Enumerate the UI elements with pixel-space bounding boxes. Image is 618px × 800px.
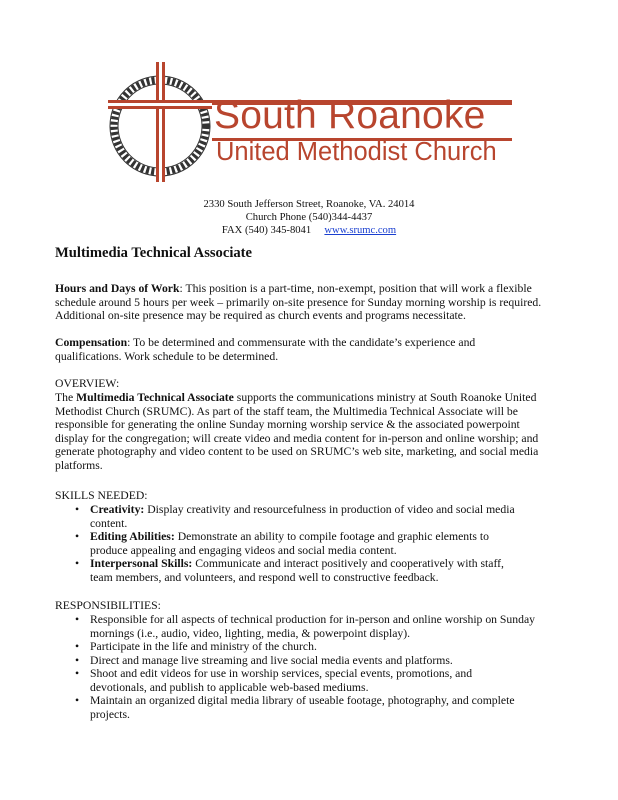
skill-label: Editing Abilities: <box>90 530 175 543</box>
compensation-text: : To be determined and commensurate with the candidate’s experience and <box>127 336 476 349</box>
responsibility-text: Direct and manage live streaming and live social media events and platforms. <box>90 653 453 667</box>
compensation-text-2: qualifications. Work schedule to be determined. <box>55 349 279 363</box>
hours-section <box>55 282 565 323</box>
hours-text-2: schedule around 5 hours per week – primarily on-site presence for Sunday morning worship is required. <box>55 295 542 309</box>
list-item: • Editing Abilities: Demonstrate an ability to compile footage and graphic elements to produce appealing and engaging videos and social media content. <box>55 530 565 557</box>
overview-text <box>55 391 565 472</box>
overview-line6: platforms. <box>55 458 103 472</box>
website-link[interactable]: www.srumc.com <box>324 225 397 236</box>
list-item: • Responsible for all aspects of technical production for in-person and online worship on Sunday mornings (i.e., audio, video, lighting, media, & powerpoint display). <box>55 613 565 640</box>
responsibility-text-2: mornings (i.e., audio, video, lighting, media, & powerpoint display). <box>90 626 411 640</box>
compensation-label: Compensation <box>55 336 128 349</box>
overview-pre: The <box>55 391 77 404</box>
church-phone: Church Phone (540)344-4437 <box>245 212 373 223</box>
list-item: • Direct and manage live streaming and live social media events and platforms. <box>55 654 565 668</box>
list-item: • Participate in the life and ministry of the church. <box>55 640 565 654</box>
church-name-line1: South Roanoke <box>214 94 486 137</box>
responsibility-text: Maintain an organized digital media library of useable footage, photography, and complete <box>90 694 515 707</box>
skill-text: Communicate and interact positively and cooperatively with staff, <box>192 557 504 570</box>
skill-text-2: produce appealing and engaging videos and social media content. <box>90 543 397 557</box>
church-address: 2330 South Jefferson Street, Roanoke, VA. 24014 <box>203 199 415 210</box>
skill-text: Display creativity and resourcefulness in production of video and social media <box>144 503 515 516</box>
hours-text: : This position is a part-time, non-exempt, position that will work a flexible <box>179 282 532 295</box>
responsibility-text: Shoot and edit videos for use in worship services, special events, promotions, and <box>90 667 473 680</box>
responsibilities-list <box>55 613 565 721</box>
skills-list <box>55 503 565 584</box>
church-name-line2: United Methodist Church <box>216 138 497 166</box>
responsibilities-heading: RESPONSIBILITIES: <box>55 599 161 612</box>
list-item: • Interpersonal Skills: Communicate and interact positively and cooperatively with staff, team members, and volunteers, and respond well to constructive feedback. <box>55 557 565 584</box>
skill-text: Demonstrate an ability to compile footage and graphic elements to <box>174 530 489 543</box>
overview-heading: OVERVIEW: <box>55 377 120 390</box>
job-title: Multimedia Technical Associate <box>55 245 253 261</box>
overview-line3: responsible for generating the online Sunday morning worship service & the associated powerpoint <box>55 418 520 431</box>
contact-line <box>0 224 618 237</box>
skills-heading: SKILLS NEEDED: <box>55 489 148 502</box>
overview-line4: display for the congregation; will create video and media content for in-person and online worship; and <box>55 431 539 445</box>
overview-line1: supports the communications ministry at South Roanoke United <box>233 391 537 404</box>
overview-line2: Methodist Church (SRUMC). As part of the staff team, the Multimedia Technical Associate will be <box>55 404 518 418</box>
church-fax: FAX (540) 345-8041 <box>221 225 312 236</box>
hours-text-3: Additional on-site presence may be required as church events and programs necessitate. <box>55 309 466 322</box>
responsibility-text: Responsible for all aspects of technical production for in-person and online worship on Sunday <box>90 613 535 626</box>
skill-label: Interpersonal Skills: <box>90 557 193 570</box>
compensation-section <box>55 336 565 363</box>
list-item: • Maintain an organized digital media library of useable footage, photography, and complete projects. <box>55 694 565 721</box>
skill-label: Creativity: <box>90 503 145 516</box>
skill-text-2: content. <box>90 516 128 530</box>
responsibility-text: Participate in the life and ministry of the church. <box>90 640 317 653</box>
responsibility-text-2: devotionals, and publish to applicable web-based mediums. <box>90 680 369 694</box>
overview-role: Multimedia Technical Associate <box>76 391 234 404</box>
skill-text-2: team members, and volunteers, and respond well to constructive feedback. <box>90 570 439 584</box>
overview-line5: generate photography and video content to be used on SRUMC’s web site, marketing, and social media <box>55 445 539 458</box>
list-item: • Shoot and edit videos for use in worship services, special events, promotions, and devotionals, and publish to applicable web-based mediums. <box>55 667 565 694</box>
hours-label: Hours and Days of Work <box>55 282 180 295</box>
list-item: • Creativity: Display creativity and resourcefulness in production of video and social media content. <box>55 503 565 530</box>
responsibility-text-2: projects. <box>90 707 130 721</box>
